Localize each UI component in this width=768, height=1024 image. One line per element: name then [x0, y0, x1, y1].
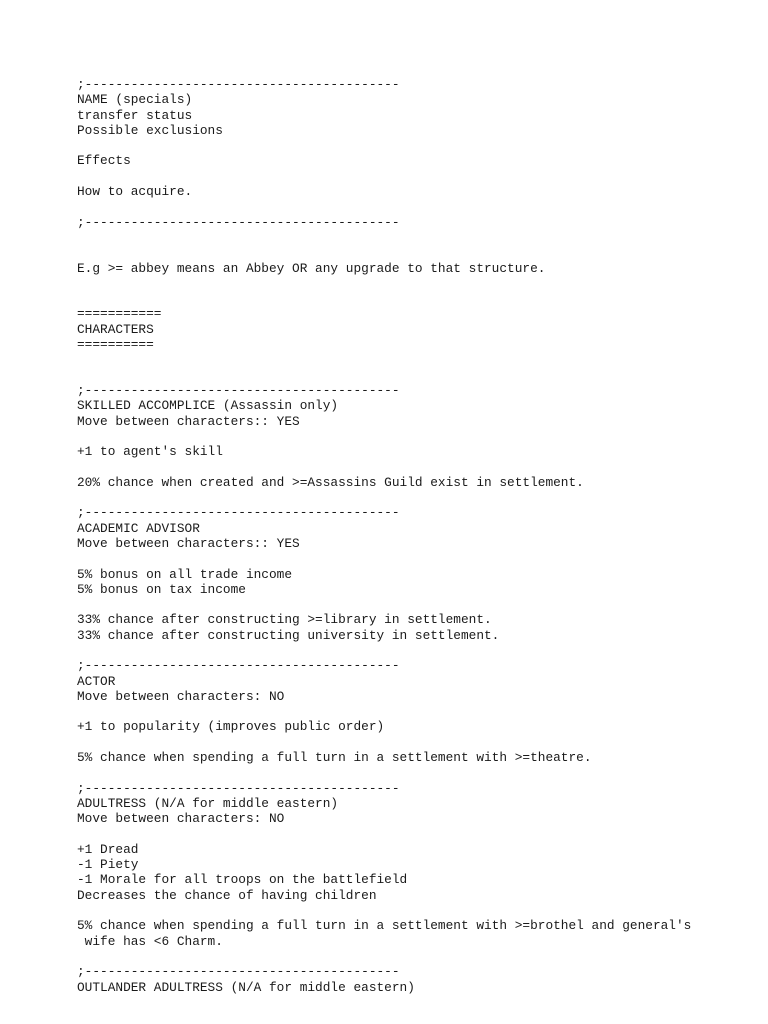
blank-line [77, 291, 757, 306]
separator-line: ;----------------------------------------- [77, 964, 400, 980]
blank-line [77, 169, 757, 184]
entry-transfer-status: Move between characters:: YES [77, 413, 300, 429]
entry-acquire: 5% chance when spending a full turn in a settlement with >=brothel and general's [77, 918, 692, 934]
template-name-line: NAME (specials) [77, 92, 193, 108]
separator-line: ;----------------------------------------- [77, 505, 400, 521]
section-rule-bottom: ========== [77, 337, 154, 353]
entry-effect: Decreases the chance of having children [77, 887, 377, 903]
entry-effect: +1 to agent's skill [77, 444, 223, 460]
entry-effect: 5% bonus on tax income [77, 581, 246, 597]
section-rule-top: =========== [77, 306, 162, 322]
separator-line: ;----------------------------------------- [77, 780, 400, 796]
separator-line: ;----------------------------------------- [77, 77, 400, 92]
blank-line [77, 551, 757, 566]
blank-line [77, 490, 757, 505]
blank-line [77, 352, 757, 367]
entry-acquire: 20% chance when created and >=Assassins Guild exist in settlement. [77, 474, 584, 490]
blank-line [77, 903, 757, 918]
blank-line [77, 459, 757, 474]
separator-line: ;----------------------------------------- [77, 214, 400, 230]
entry-acquire-continuation: wife has <6 Charm. [77, 933, 223, 949]
section-heading: CHARACTERS [77, 321, 154, 337]
entry-acquire: 5% chance when spending a full turn in a settlement with >=theatre. [77, 750, 592, 766]
entry-title: ACADEMIC ADVISOR [77, 520, 200, 536]
entry-transfer-status: Move between characters:: YES [77, 535, 300, 551]
entry-title: ADULTRESS (N/A for middle eastern) [77, 795, 339, 811]
entry-title: OUTLANDER ADULTRESS (N/A for middle eastern) [77, 979, 415, 995]
document-page [77, 77, 757, 995]
blank-line [77, 704, 757, 719]
template-exclusions-line: Possible exclusions [77, 122, 223, 138]
separator-line: ;----------------------------------------- [77, 658, 400, 674]
blank-line [77, 597, 757, 612]
entry-transfer-status: Move between characters: NO [77, 688, 285, 704]
blank-line [77, 765, 757, 780]
entry-acquire: 33% chance after constructing university in settlement. [77, 627, 500, 643]
entry-transfer-status: Move between characters: NO [77, 811, 285, 827]
example-note-line: E.g >= abbey means an Abbey OR any upgrade to that structure. [77, 260, 546, 276]
blank-line [77, 735, 757, 750]
entry-title: SKILLED ACCOMPLICE (Assassin only) [77, 398, 339, 414]
entry-title: ACTOR [77, 673, 116, 689]
blank-line [77, 429, 757, 444]
entry-effect: +1 Dread [77, 841, 139, 857]
template-acquire-line: How to acquire. [77, 184, 193, 200]
entry-effect: -1 Morale for all troops on the battlefield [77, 872, 408, 888]
blank-line [77, 230, 757, 245]
blank-line [77, 245, 757, 260]
template-effects-line: Effects [77, 153, 131, 169]
separator-line: ;----------------------------------------- [77, 382, 400, 398]
entry-acquire: 33% chance after constructing >=library in settlement. [77, 612, 492, 628]
blank-line [77, 276, 757, 291]
blank-line [77, 199, 757, 214]
blank-line [77, 949, 757, 964]
blank-line [77, 368, 757, 383]
blank-line [77, 643, 757, 658]
template-transfer-line: transfer status [77, 107, 193, 123]
blank-line [77, 138, 757, 153]
entry-effect: +1 to popularity (improves public order) [77, 719, 385, 735]
entry-effect: -1 Piety [77, 857, 139, 873]
blank-line [77, 827, 757, 842]
entry-effect: 5% bonus on all trade income [77, 566, 293, 582]
